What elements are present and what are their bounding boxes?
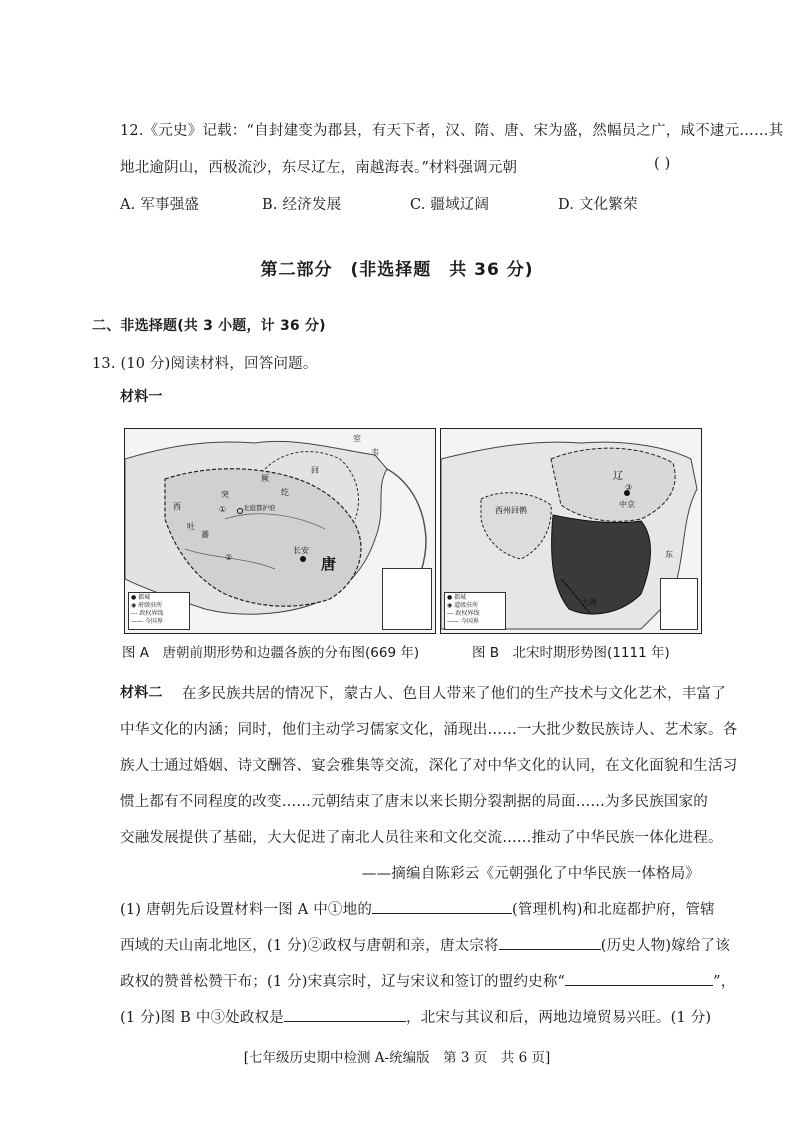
map-a-label-marker-2: ② — [225, 553, 233, 562]
map-b-label-zhongjing: 中京 — [619, 500, 635, 509]
material2-label — [120, 682, 163, 702]
map-a-label-jue: 厥 — [261, 474, 269, 483]
sub1-line2-b: (历史人物)嫁给了该 — [600, 938, 731, 954]
map-b-label-xizhou: 西州回鹘 — [495, 506, 527, 515]
sub1-line2 — [120, 934, 730, 955]
map-a-legend-border: —— 今国界 — [131, 618, 163, 625]
answer-blank-4[interactable] — [284, 1006, 406, 1022]
map-a-label-he: 纥 — [281, 488, 289, 497]
answer-blank-2[interactable] — [499, 934, 601, 950]
map-a-label-wei: 韦 — [371, 448, 379, 457]
sub1-line3-b: ”， — [713, 974, 736, 990]
sub1-line4 — [120, 1006, 711, 1027]
sub1-line2-a: 西域的天山南北地区，(1 分)②政权与唐朝和亲，唐太宗将 — [120, 938, 499, 954]
sub1-line4-a: (1 分)图 B 中③处政权是 — [120, 1010, 285, 1026]
map-a-label-changan: 长安 — [293, 546, 309, 555]
map-b-label-dong: 东 — [665, 550, 673, 559]
map-a-label-xi: 西 — [173, 502, 181, 511]
answer-blank-3[interactable] — [565, 970, 713, 986]
map-b-caption: 图 B 北宋时期形势图(1111 年) — [472, 645, 670, 661]
material2-line5: 交融发展提供了基础，大大促进了南北人员往来和文化交流……推动了中华民族一体化进程。 — [120, 830, 723, 846]
material2-line4: 惯上都有不同程度的改变……元朝结束了唐末以来长期分裂割据的局面……为多民族国家的 — [120, 794, 708, 810]
map-a-label-tang: 唐 — [321, 555, 337, 573]
sub1-line4-b: ，北宋与其议和后，两地边境贸易兴旺。(1 分) — [406, 1010, 712, 1026]
q12-option-a: A. 军事强盛 — [120, 197, 200, 213]
map-a-label-tu2: 吐 — [187, 522, 195, 531]
map-a-label-bo: 蕃 — [201, 530, 209, 539]
map-a-label-beiting: 北庭都护府 — [243, 504, 276, 512]
map-a-label-marker-1: ① — [219, 505, 227, 514]
q12-option-c: C. 疆域辽阔 — [410, 197, 490, 213]
sub1-line1 — [120, 898, 715, 919]
material2-label-text: 材料二 — [120, 685, 163, 701]
map-b-label-dali: 大理 — [581, 598, 597, 607]
map-a-legend-office: ◉ 府级驻所 — [131, 602, 163, 609]
map-b-legend-office: ◉ 道级驻所 — [447, 602, 479, 609]
map-b-label-liao: 辽 — [613, 471, 623, 482]
q12-line1: 12.《元史》记载：“自封建变为郡县，有天下者，汉、隋、唐、宋为盛，然幅员之广，咸不逮元……其 — [120, 123, 784, 139]
answer-blank-1[interactable] — [372, 898, 512, 914]
section2-header: 二、非选择题(共 3 小题，计 36 分) — [92, 318, 326, 334]
map-a-legend-capital: ● 都城 — [131, 594, 151, 601]
material2-line1: 在多民族共居的情况下，蒙古人、色目人带来了他们的生产技术与文化艺术，丰富了 — [182, 686, 726, 702]
map-a-caption: 图 A 唐朝前期形势和边疆各族的分布图(669 年) — [122, 645, 420, 661]
sub1-line3-a: 政权的赞普松赞干布；(1 分)宋真宗时，辽与宋议和签订的盟约史称“ — [120, 974, 566, 990]
q12-answer-paren: ( ) — [654, 156, 671, 172]
q12-option-b: B. 经济发展 — [262, 197, 342, 213]
map-a-legend-boundary: --- 政权界线 — [131, 610, 164, 617]
q12-line2: 地北逾阴山，西极流沙，东尽辽左，南越海表。”材料强调元朝 — [120, 160, 518, 176]
page-footer: [七年级历史期中检测 A-统编版 第 3 页 共 6 页] — [243, 1050, 551, 1066]
material2-source: ——摘编自陈彩云《元朝强化了中华民族一体格局》 — [361, 866, 700, 882]
sub1-line1-b: (管理机构)和北庭都护府，管辖 — [512, 902, 715, 918]
map-b-legend-capital: ● 都城 — [447, 594, 467, 601]
map-a-label-tu: 突 — [221, 490, 229, 499]
map-a-inset — [382, 568, 432, 630]
q13-stem: 13. (10 分)阅读材料，回答问题。 — [92, 356, 318, 372]
map-a-legend — [128, 592, 190, 630]
material2-line2: 中华文化的内涵；同时，他们主动学习儒家文化，涌现出……一大批少数民族诗人、艺术家。各 — [120, 722, 738, 738]
q12-option-d: D. 文化繁荣 — [558, 197, 638, 213]
map-a — [124, 428, 436, 634]
map-a-label-shi: 室 — [353, 434, 361, 443]
map-b-inset — [660, 578, 698, 630]
material1-label: 材料一 — [120, 389, 163, 405]
map-a-label-hui: 回 — [311, 466, 319, 475]
map-b-legend-border: —— 今国界 — [447, 618, 479, 625]
map-b-legend — [444, 592, 506, 630]
map-b — [440, 428, 702, 634]
map-b-label-marker-3: ③ — [625, 483, 633, 492]
sub1-line3 — [120, 970, 736, 991]
sub1-line1-a: (1) 唐朝先后设置材料一图 A 中①地的 — [120, 902, 373, 918]
material2-line3: 族人士通过婚姻、诗文酬答、宴会雅集等交流，深化了对中华文化的认同，在文化面貌和生活习 — [120, 758, 738, 774]
map-b-legend-boundary: --- 政权界线 — [447, 610, 480, 617]
part2-title: 第二部分 (非选择题 共 36 分) — [260, 260, 534, 280]
